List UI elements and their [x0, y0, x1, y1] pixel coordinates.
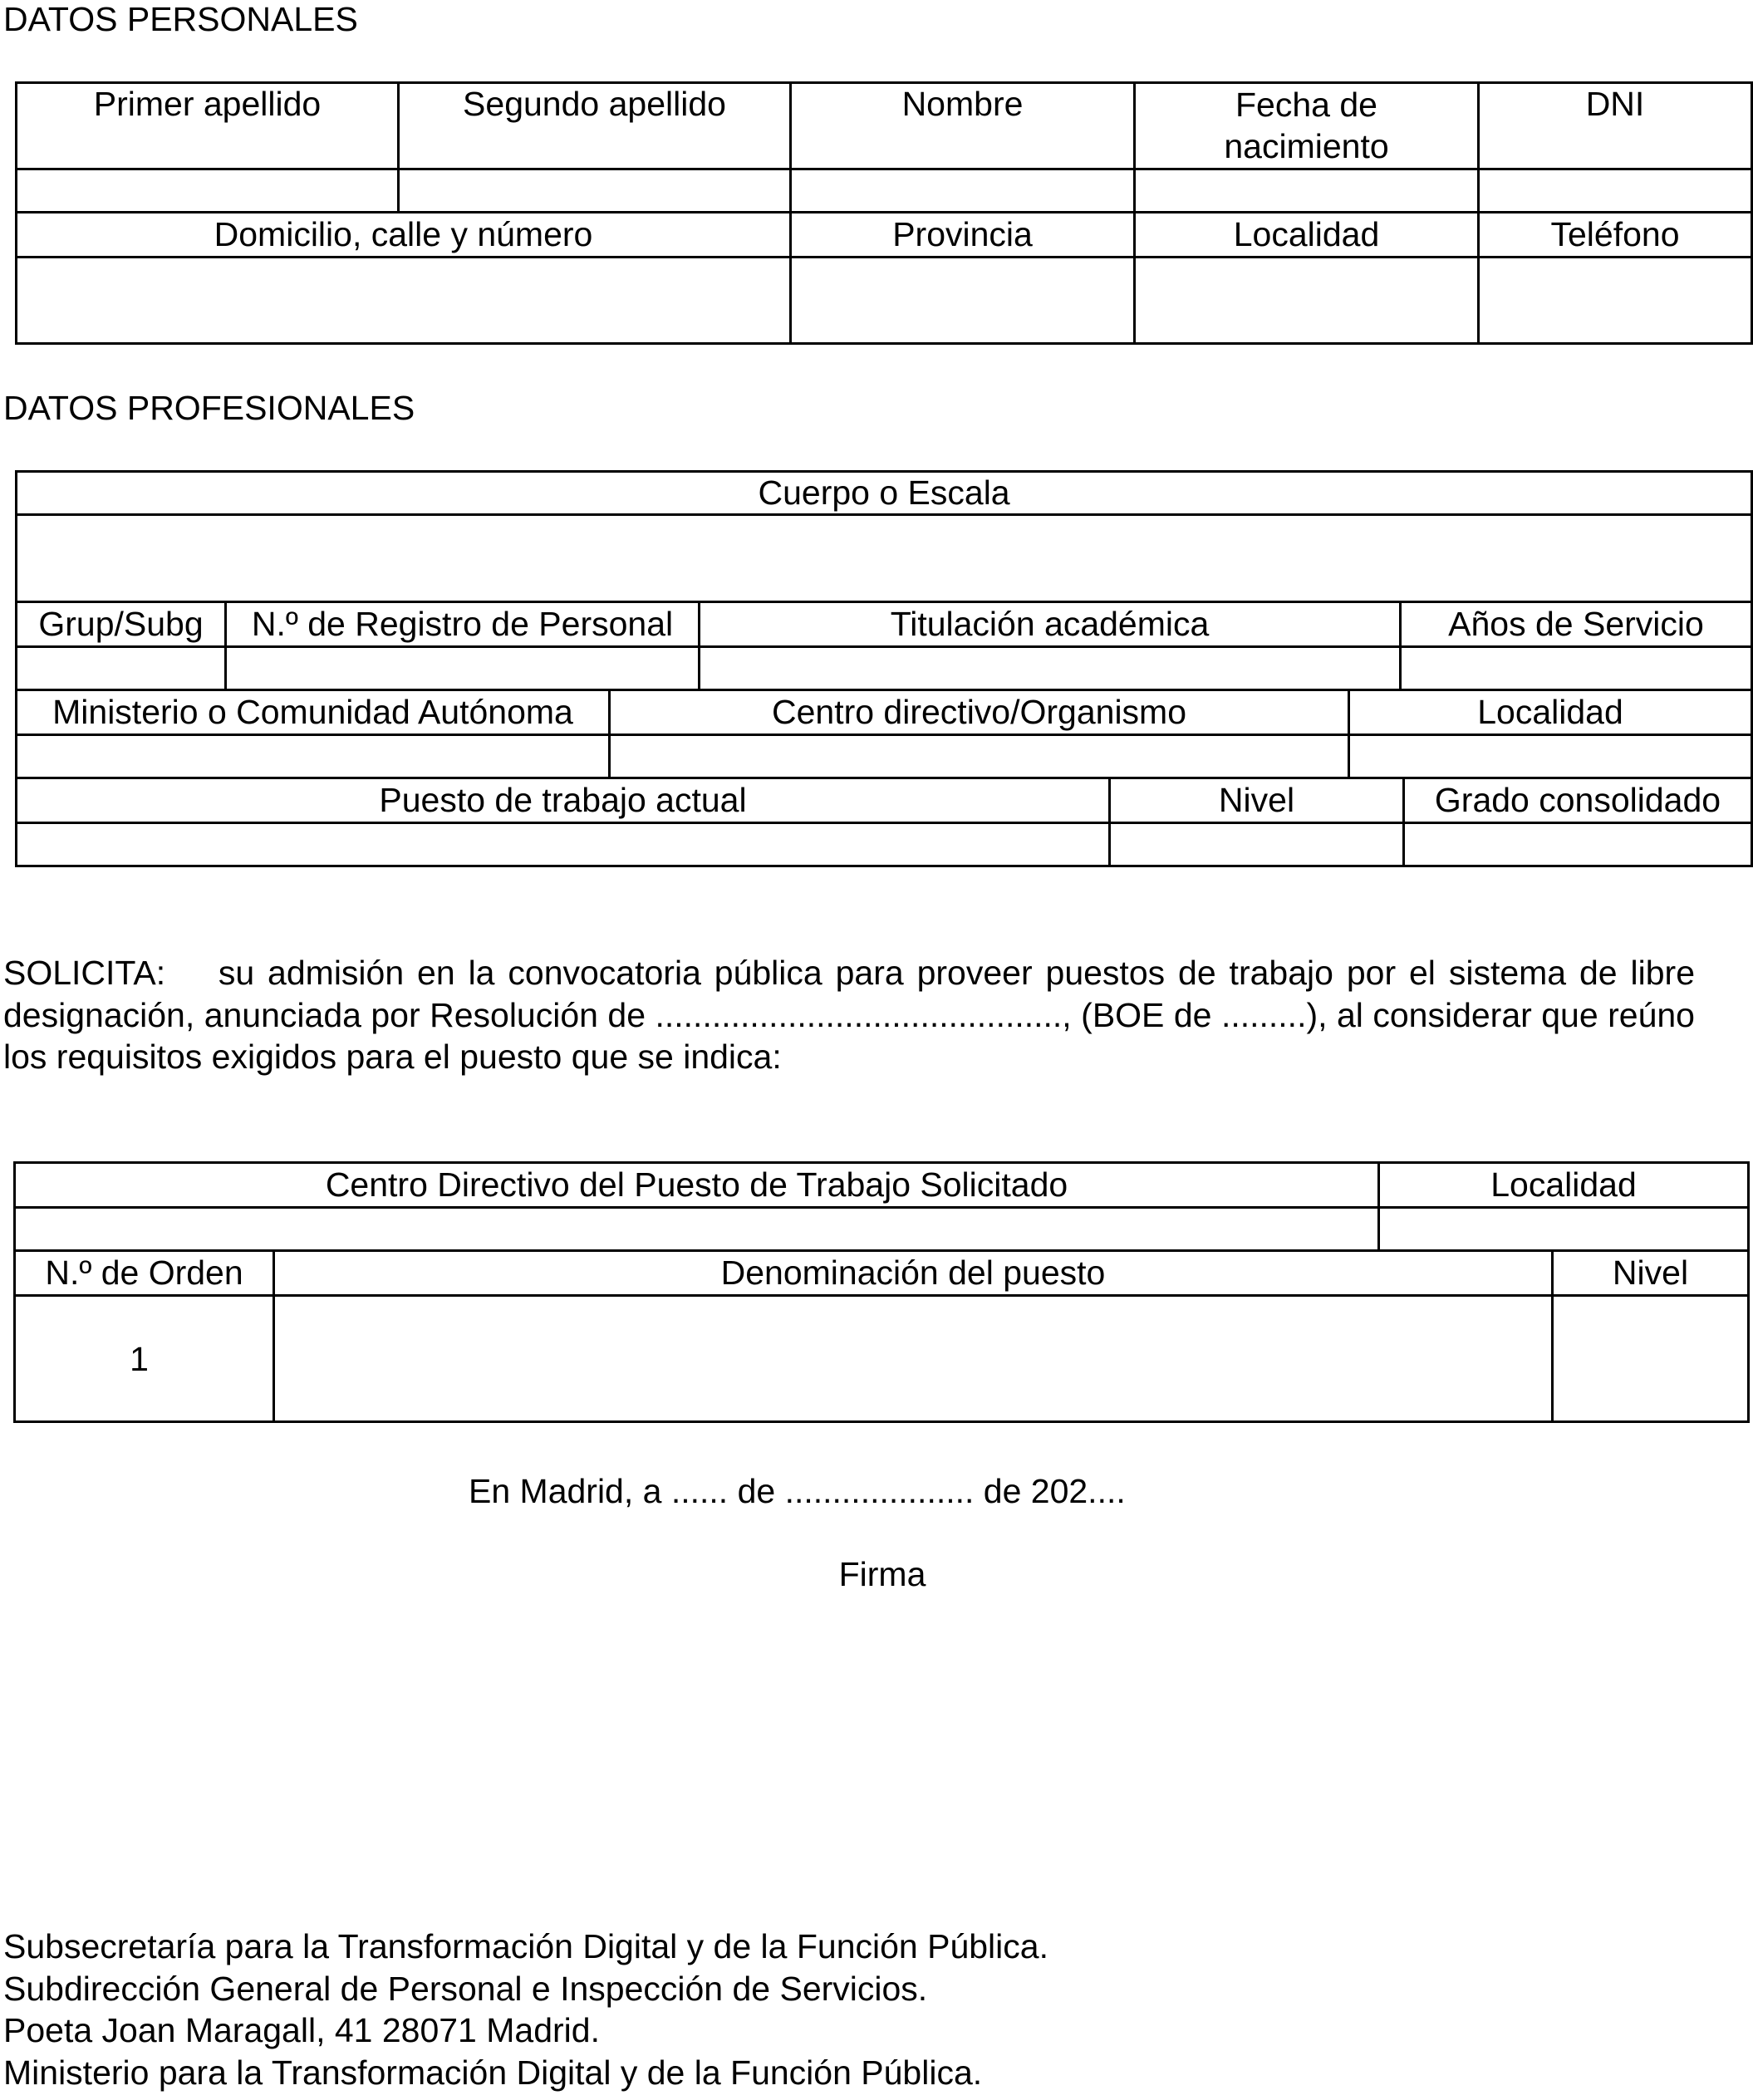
footer-line-subdireccion: Subdirección General de Personal e Inspección de Servicios.	[3, 1969, 928, 2008]
header-ministerio: Ministerio o Comunidad Autónoma	[17, 690, 610, 735]
section-title-personal: DATOS PERSONALES	[3, 0, 358, 38]
input-titulacion[interactable]	[700, 647, 1401, 690]
header-numero-orden: N.º de Orden	[15, 1251, 274, 1296]
input-localidad-profesional[interactable]	[1349, 735, 1752, 778]
header-puesto-actual: Puesto de trabajo actual	[17, 778, 1110, 823]
header-nivel-solicitado: Nivel	[1553, 1251, 1749, 1296]
order-number-cell: 1	[15, 1296, 274, 1422]
header-centro-directivo: Centro directivo/Organismo	[610, 690, 1349, 735]
personal-data-table	[15, 81, 1753, 345]
header-titulacion: Titulación académica	[700, 602, 1401, 647]
date-line: En Madrid, a ...... de .................... de 202....	[469, 1472, 1126, 1510]
header-grupo-subgrupo: Grup/Subg	[17, 602, 226, 647]
input-centro-directivo-solicitado[interactable]	[15, 1208, 1379, 1251]
header-cuerpo-escala: Cuerpo o Escala	[17, 472, 1752, 515]
header-provincia: Provincia	[791, 213, 1135, 258]
footer-address	[3, 1926, 1048, 2093]
input-ministerio[interactable]	[17, 735, 610, 778]
input-anos-servicio[interactable]	[1401, 647, 1752, 690]
header-grado-consolidado: Grado consolidado	[1404, 778, 1752, 823]
input-primer-apellido[interactable]	[17, 169, 399, 213]
footer-line-subsecretaria: Subsecretaría para la Transformación Digital y de la Función Pública.	[3, 1927, 1048, 1965]
professional-data-table	[15, 470, 1753, 603]
solicita-paragraph	[3, 952, 1695, 1078]
input-nivel-actual[interactable]	[1110, 823, 1404, 866]
input-nivel-solicitado[interactable]	[1553, 1296, 1749, 1422]
input-puesto-actual[interactable]	[17, 823, 1110, 866]
header-localidad-profesional: Localidad	[1349, 690, 1752, 735]
footer-line-ministerio: Ministerio para la Transformación Digital y de la Función Pública.	[3, 2053, 983, 2092]
header-anos-servicio: Años de Servicio	[1401, 602, 1752, 647]
input-registro-personal[interactable]	[226, 647, 700, 690]
header-domicilio: Domicilio, calle y número	[17, 213, 791, 258]
input-denominacion-puesto[interactable]	[274, 1296, 1553, 1422]
input-grupo-subgrupo[interactable]	[17, 647, 226, 690]
input-cuerpo-escala[interactable]	[17, 515, 1752, 602]
professional-details-table	[15, 601, 1753, 691]
firma-label: Firma	[838, 1555, 926, 1593]
footer-line-direccion: Poeta Joan Maragall, 41 28071 Madrid.	[3, 2011, 600, 2049]
header-localidad-solicitada: Localidad	[1379, 1163, 1749, 1208]
header-dni: DNI	[1479, 83, 1752, 169]
header-primer-apellido: Primer apellido	[17, 83, 399, 169]
header-nivel-actual: Nivel	[1110, 778, 1404, 823]
input-telefono[interactable]	[1479, 258, 1752, 344]
solicita-text: su admisión en la convocatoria pública para proveer puestos de trabajo por el sistema de libre designación, anunciada por Resolución de ..........................................., (BOE de .........), al considerar que reúno los requisitos exigidos para el puesto que se indica:	[3, 954, 1695, 1076]
header-nombre: Nombre	[791, 83, 1135, 169]
header-fecha-nacimiento: Fecha de nacimiento	[1135, 83, 1479, 169]
input-localidad[interactable]	[1135, 258, 1479, 344]
header-localidad: Localidad	[1135, 213, 1479, 258]
input-grado-consolidado[interactable]	[1404, 823, 1752, 866]
input-provincia[interactable]	[791, 258, 1135, 344]
input-localidad-solicitada[interactable]	[1379, 1208, 1749, 1251]
input-centro-directivo[interactable]	[610, 735, 1349, 778]
solicita-label: SOLICITA:	[3, 954, 166, 992]
requested-post-table	[13, 1161, 1750, 1252]
input-domicilio[interactable]	[17, 258, 791, 344]
input-nombre[interactable]	[791, 169, 1135, 213]
header-segundo-apellido: Segundo apellido	[399, 83, 791, 169]
header-denominacion-puesto: Denominación del puesto	[274, 1251, 1553, 1296]
input-dni[interactable]	[1479, 169, 1752, 213]
header-registro-personal: N.º de Registro de Personal	[226, 602, 700, 647]
professional-position-table	[15, 777, 1753, 867]
requested-post-detail-table	[13, 1249, 1750, 1423]
professional-org-table	[15, 689, 1753, 779]
header-centro-directivo-solicitado: Centro Directivo del Puesto de Trabajo Solicitado	[15, 1163, 1379, 1208]
input-fecha-nacimiento[interactable]	[1135, 169, 1479, 213]
input-segundo-apellido[interactable]	[399, 169, 791, 213]
section-title-professional: DATOS PROFESIONALES	[3, 389, 415, 427]
header-telefono: Teléfono	[1479, 213, 1752, 258]
